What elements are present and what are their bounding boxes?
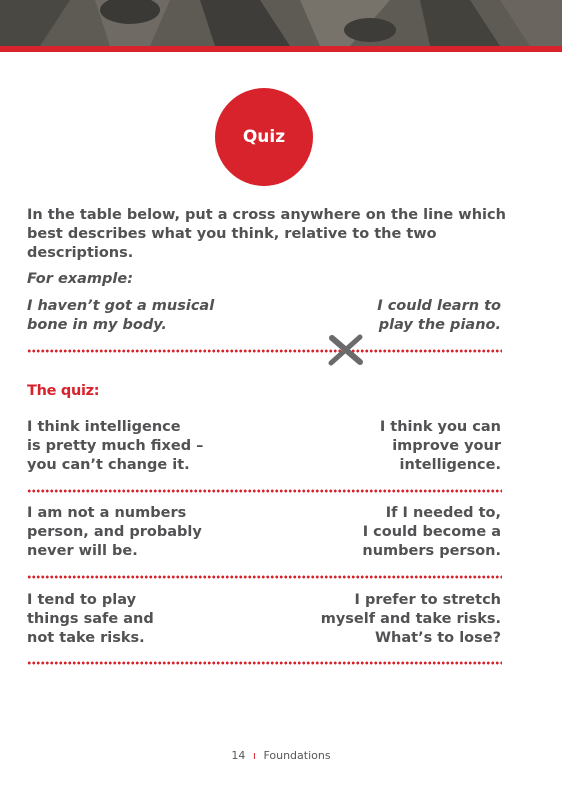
example-right-statement: I could learn to play the piano.: [377, 298, 501, 333]
example-dotted-line[interactable]: [27, 349, 502, 353]
quiz-row-3-right: I prefer to stretch myself and take risks. What’s to lose?: [320, 592, 501, 646]
header-accent-line: [0, 46, 562, 52]
header-banner: [0, 0, 562, 46]
camouflage-pattern: [0, 0, 562, 46]
page-number: 14: [231, 749, 246, 762]
quiz-heading: The quiz:: [27, 383, 100, 399]
quiz-row-3-dotted-line[interactable]: [27, 661, 502, 665]
instructions-text: In the table below, put a cross anywhere on the line which best describes what you think, relative to the two descriptions.: [27, 207, 506, 261]
quiz-row-2-left: I am not a numbers person, and probably never will be.: [27, 505, 202, 559]
quiz-row-1-left: I think intelligence is pretty much fixed – you can’t change it.: [27, 419, 204, 473]
quiz-title-badge: [215, 88, 313, 186]
quiz-title: Quiz: [242, 127, 286, 147]
quiz-row-2-right: If I needed to, I could become a numbers person.: [362, 505, 501, 559]
example-label: For example:: [27, 271, 134, 287]
quiz-row-1-right: I think you can improve your intelligence.: [379, 419, 501, 473]
quiz-row-1-dotted-line[interactable]: [27, 489, 502, 493]
quiz-row-2-dotted-line[interactable]: [27, 575, 502, 579]
page-footer: [0, 749, 562, 762]
example-left-statement: I haven’t got a musical bone in my body.: [27, 298, 215, 333]
section-name: Foundations: [263, 749, 331, 762]
cross-mark-icon: [328, 334, 364, 366]
footer-separator: ı: [252, 749, 256, 762]
quiz-row-3-left: I tend to play things safe and not take risks.: [27, 592, 154, 646]
